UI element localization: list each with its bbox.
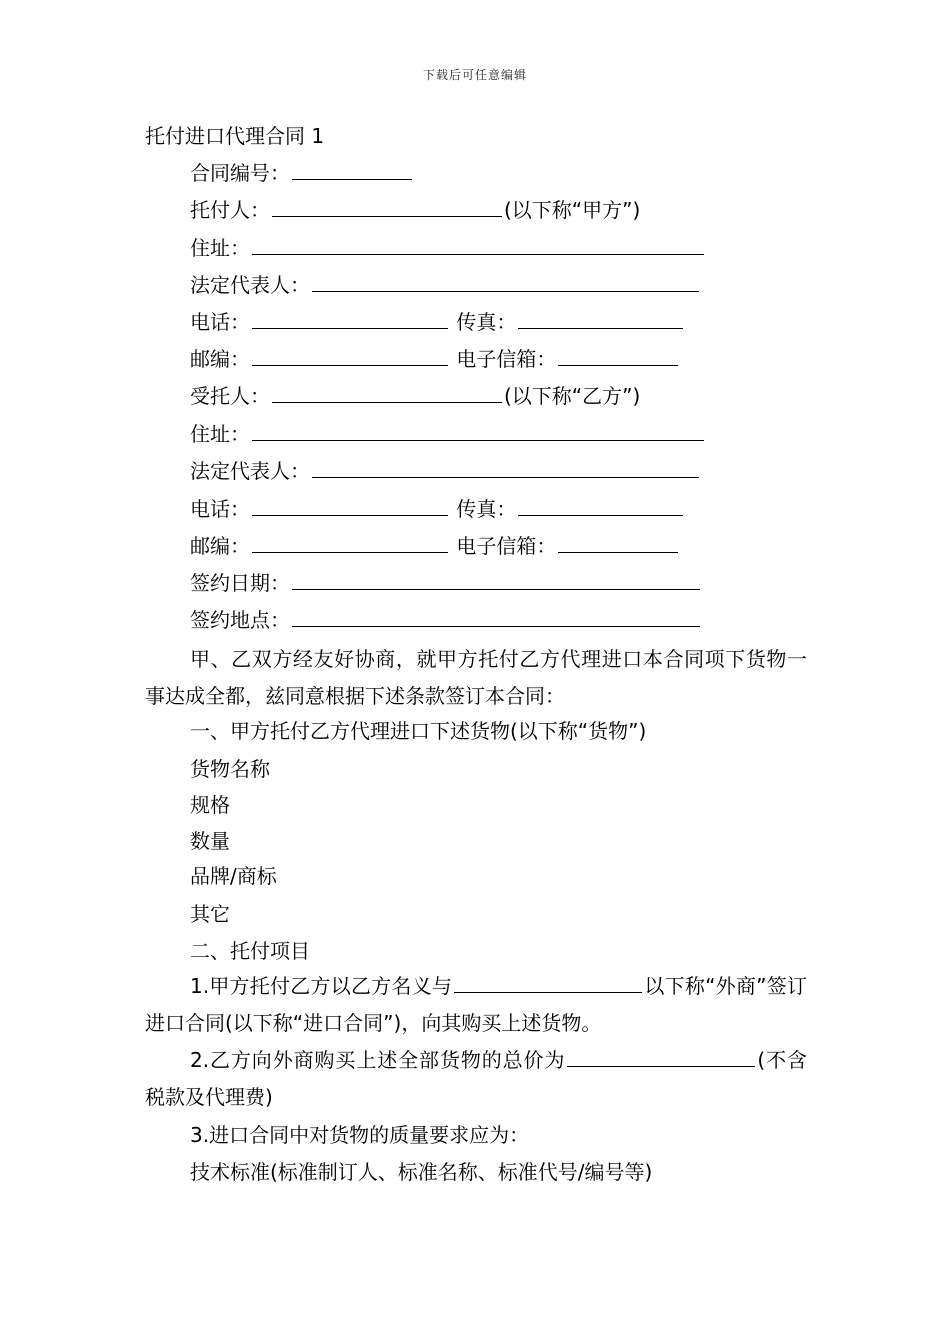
party-a-fax-blank <box>518 308 683 329</box>
party-b-address-line <box>190 420 706 448</box>
section-1-heading: 一、甲方托付乙方代理进口下述货物(以下称“货物”) <box>190 719 647 743</box>
party-b-legal-rep-blank <box>312 457 699 478</box>
contract-number-blank <box>292 159 412 180</box>
contract-number-line <box>190 159 414 187</box>
item-2-blank <box>567 1046 755 1067</box>
sign-date-label: 签约日期： <box>190 571 290 595</box>
party-a-postcode-blank <box>252 345 448 366</box>
party-a-address-blank <box>252 234 704 255</box>
party-a-postcode-line <box>190 345 680 373</box>
party-a-email-blank <box>558 345 678 366</box>
party-a-suffix: (以下称“甲方”) <box>504 198 641 222</box>
party-b-phone-label: 电话： <box>190 497 250 521</box>
party-a-address-line <box>190 234 706 262</box>
sign-place-line <box>190 606 702 634</box>
item-1-blank <box>454 972 642 993</box>
item-1-text-b: 以下称“外商”签订进口合同(以下称“进口合同”)，向其购买上述货物。 <box>145 974 807 1035</box>
party-a-legal-rep-label: 法定代表人： <box>190 273 310 297</box>
party-a-email-label: 电子信箱： <box>456 347 557 371</box>
intro-paragraph: 甲、乙双方经友好协商，就甲方托付乙方代理进口本合同项下货物一事达成全都，兹同意根据下述条款签订本合同： <box>145 647 807 708</box>
sign-place-blank <box>292 606 700 627</box>
item-2-text-b: (不含税款及代理费) <box>145 1048 807 1109</box>
party-b-line <box>190 382 640 410</box>
document-title: 托付进口代理合同 1 <box>145 124 325 148</box>
goods-item: 数量 <box>190 829 230 853</box>
item-1-paragraph <box>145 968 807 1042</box>
party-b-postcode-line <box>190 532 680 560</box>
party-b-address-label: 住址： <box>190 422 250 446</box>
party-b-fax-label: 传真： <box>456 497 517 521</box>
party-a-label: 托付人： <box>190 198 270 222</box>
party-a-phone-line <box>190 308 685 336</box>
party-a-address-label: 住址： <box>190 236 250 260</box>
sign-date-line <box>190 569 702 597</box>
section-2-heading: 二、托付项目 <box>190 939 310 963</box>
sign-place-label: 签约地点： <box>190 608 290 632</box>
item-2-paragraph <box>145 1042 807 1116</box>
contract-number-label: 合同编号： <box>190 161 290 185</box>
party-a-phone-label: 电话： <box>190 310 250 334</box>
party-b-email-label: 电子信箱： <box>456 534 557 558</box>
sign-date-blank <box>292 569 700 590</box>
party-a-phone-blank <box>252 308 448 329</box>
tech-standard-line: 技术标准(标准制订人、标准名称、标准代号/编号等) <box>190 1160 653 1184</box>
party-a-legal-rep-blank <box>312 271 699 292</box>
party-a-postcode-label: 邮编： <box>190 347 250 371</box>
party-b-legal-rep-label: 法定代表人： <box>190 459 310 483</box>
item-1-text-a: 1.甲方托付乙方以乙方名义与 <box>190 974 453 998</box>
goods-item: 货物名称 <box>190 757 270 781</box>
party-b-legal-rep-line <box>190 457 701 485</box>
party-b-suffix: (以下称“乙方”) <box>504 384 641 408</box>
party-b-phone-line <box>190 495 685 523</box>
party-b-phone-blank <box>252 495 448 516</box>
party-b-postcode-blank <box>252 532 448 553</box>
party-b-email-blank <box>558 532 678 553</box>
item-2-text-a: 2.乙方向外商购买上述全部货物的总价为 <box>190 1048 566 1072</box>
party-b-label: 受托人： <box>190 384 270 408</box>
party-a-fax-label: 传真： <box>456 310 517 334</box>
goods-item: 规格 <box>190 793 230 817</box>
goods-item: 品牌/商标 <box>190 864 277 888</box>
party-b-postcode-label: 邮编： <box>190 534 250 558</box>
party-b-blank <box>272 382 502 403</box>
party-a-blank <box>272 196 502 217</box>
party-a-legal-rep-line <box>190 271 701 299</box>
party-b-address-blank <box>252 420 704 441</box>
party-a-line <box>190 196 640 224</box>
item-3-line: 3.进口合同中对货物的质量要求应为： <box>190 1123 530 1147</box>
header-note: 下载后可任意编辑 <box>422 68 527 82</box>
party-b-fax-blank <box>518 495 683 516</box>
goods-item: 其它 <box>190 902 230 926</box>
